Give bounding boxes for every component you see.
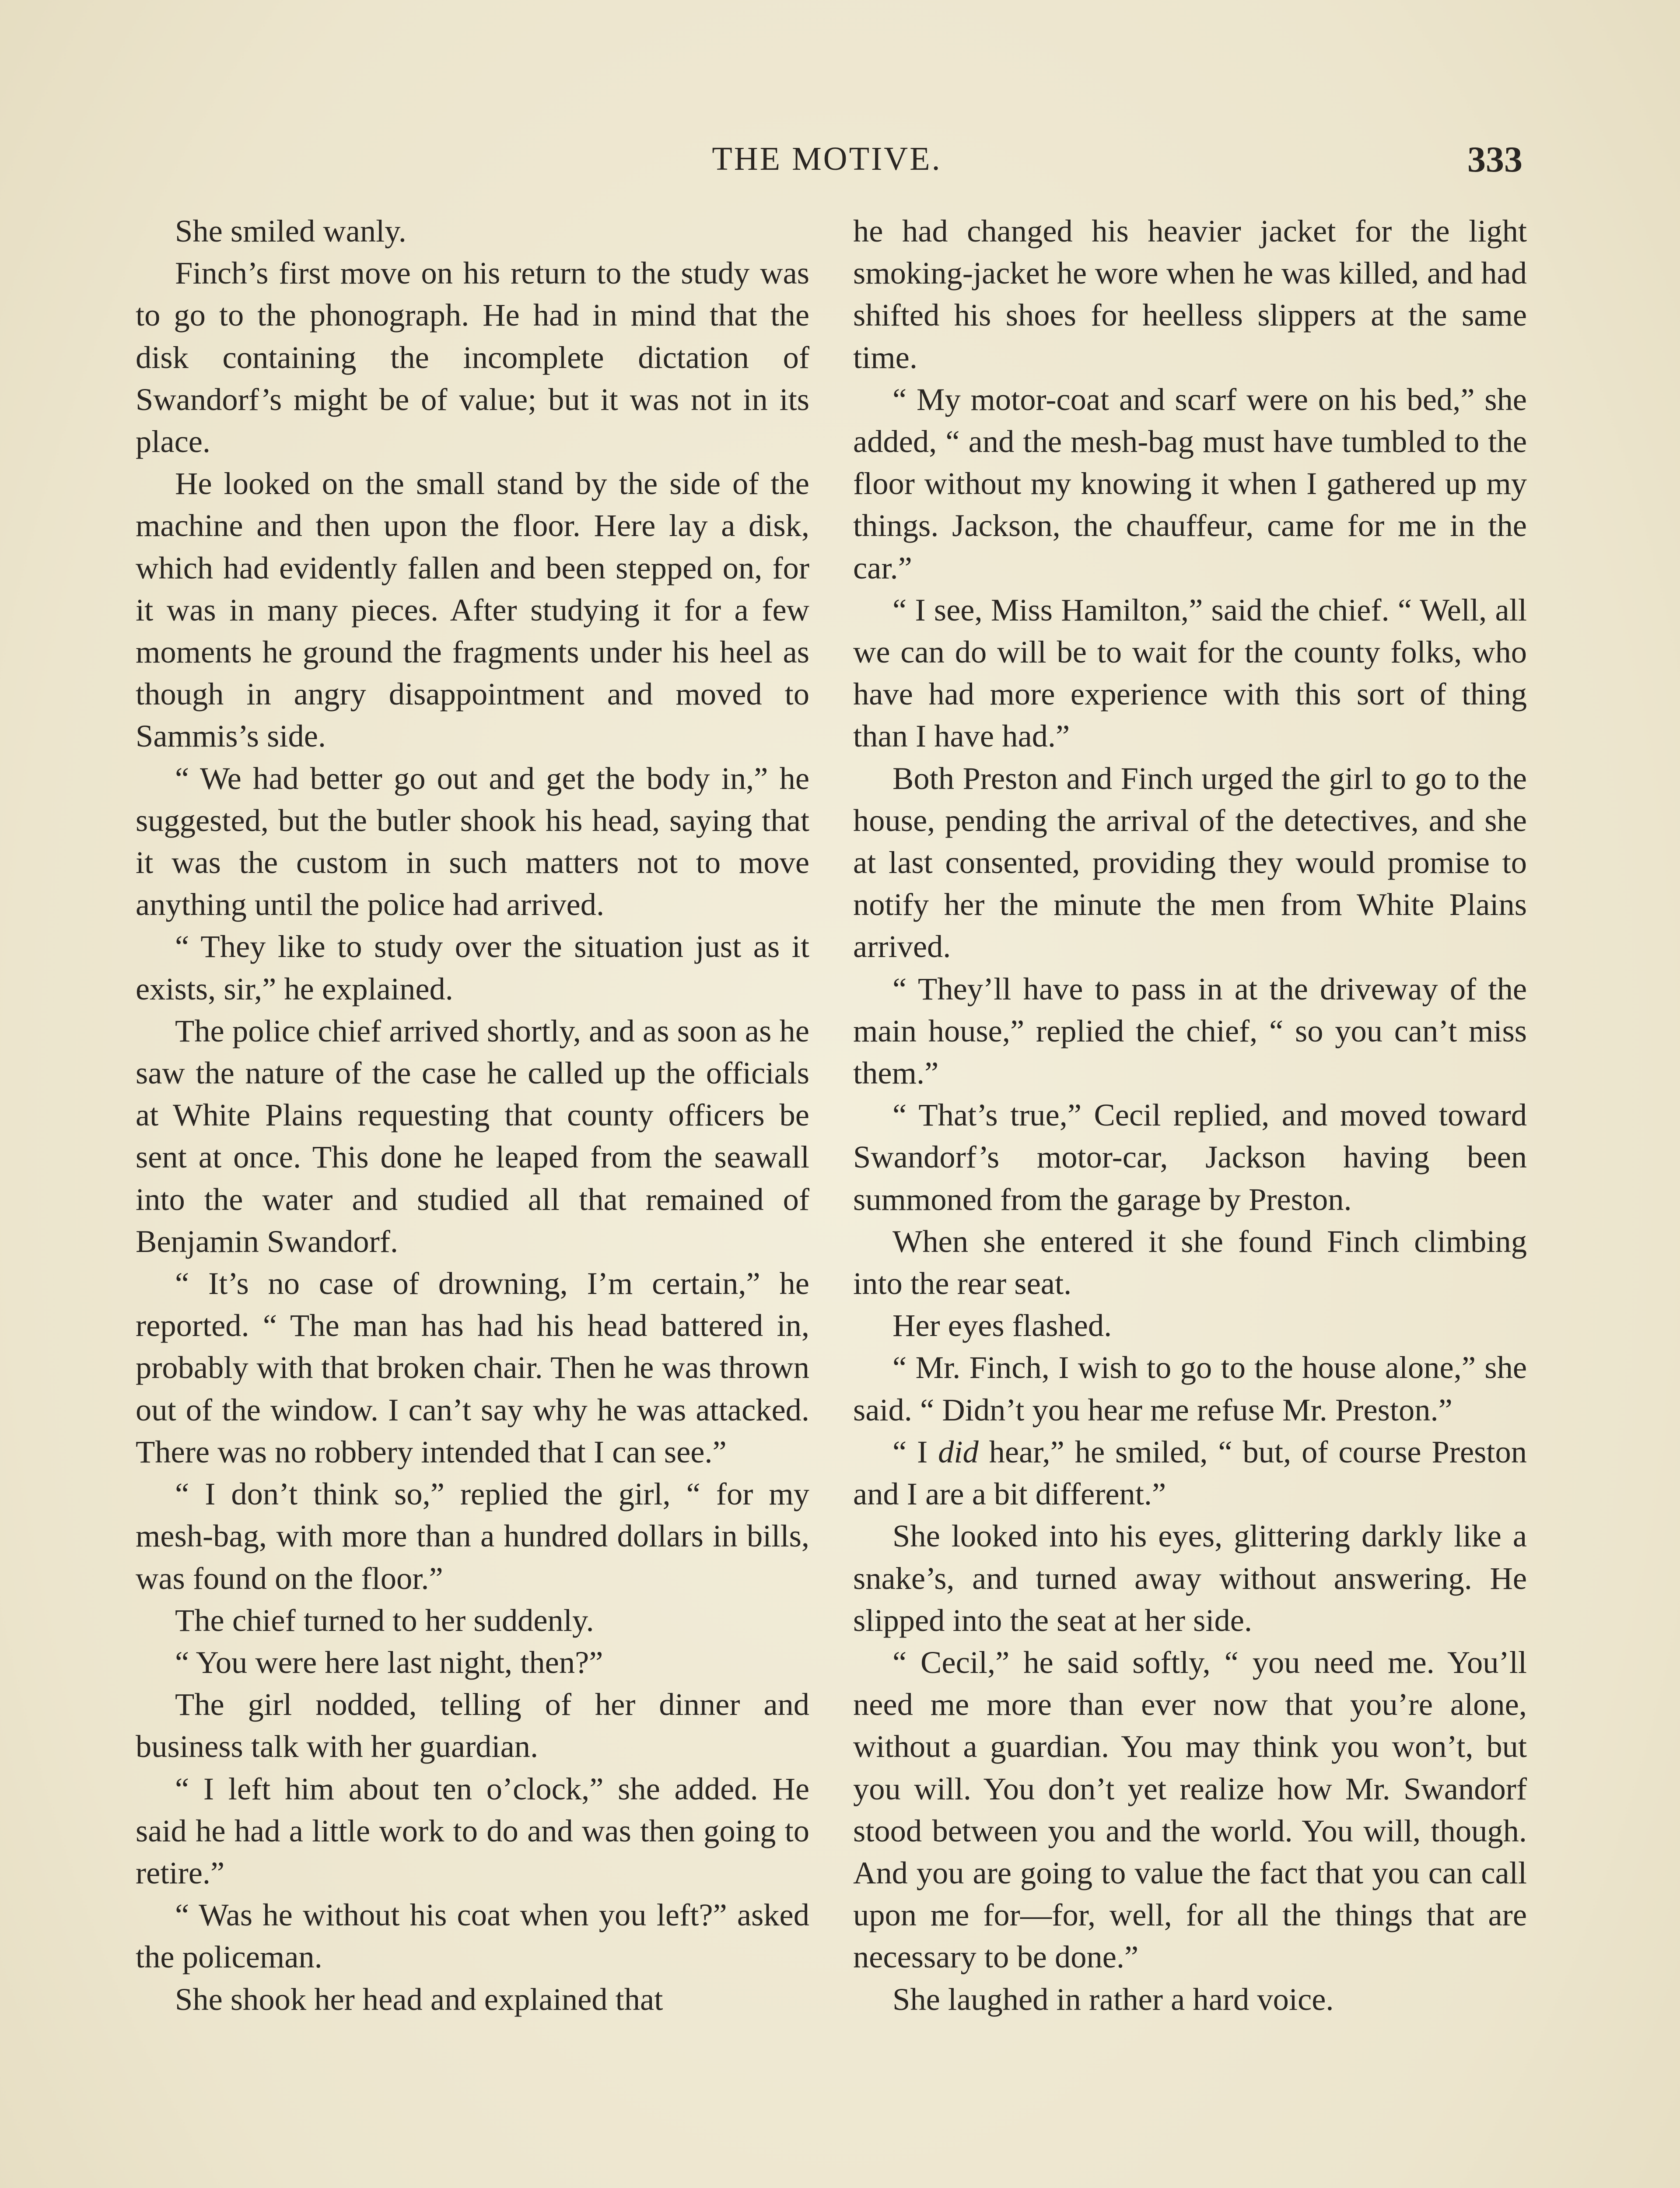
paragraph: “ Cecil,” he said softly, “ you need me. You’ll need me more than ever now that you’re alone, without a guardian. You may think you won’t, but you will. You don’t yet realize how Mr. Swandorf stood between you and the world. You will, though. And you are going to value the fact that you can call upon me for—for, well, for all the things that are necessary to be done.” <box>853 1644 1527 1975</box>
page-header <box>131 136 1522 188</box>
paragraph: Finch’s first move on his return to the study was to go to the phonograph. He had in mind that the disk containing the incomplete dictation of Swandorf’s might be of value; but it was not in its place. <box>136 255 809 459</box>
right-column <box>853 210 1527 2020</box>
paragraph: “ They like to study over the situation just as it exists, sir,” he explained. <box>136 929 809 1006</box>
paragraph: He looked on the small stand by the side of the machine and then upon the floor. Here lay a disk, which had evidently fallen and been stepped on, for it was in many pieces. After studying it for a few moments he ground the fragments under his heel as though in angry disappointment and moved to Sammis’s side. <box>136 466 809 754</box>
paragraph: The police chief arrived shortly, and as soon as he saw the nature of the case he called up the officials at White Plains requesting that county officers be sent at once. This done he leaped from the seawall into the water and studied all that remained of Benjamin Swandorf. <box>136 1013 809 1259</box>
paragraph: “ That’s true,” Cecil replied, and moved toward Swandorf’s motor-car, Jackson having been summoned from the garage by Preston. <box>853 1097 1527 1217</box>
paragraph: “ My motor-coat and scarf were on his bed,” she added, “ and the mesh-bag must have tumbled to the floor without my knowing it when I gathered up my things. Jackson, the chauffeur, came for me in the car.” <box>853 381 1527 586</box>
quote-rest: hear,” he smiled, “ but, of course Preston and I are a bit different.” <box>853 1434 1527 1512</box>
paragraph: She laughed in rather a hard voice. <box>892 1981 1334 2017</box>
paragraph: She looked into his eyes, glittering darkly like a snake’s, and turned away without answering. He slipped into the seat at her side. <box>853 1518 1527 1638</box>
paragraph: “ It’s no case of drowning, I’m certain,” he reported. “ The man has had his head battered in, probably with that broken chair. Then he was thrown out of the window. I can’t say why he was attacked. There was no robbery intended that I can see.” <box>136 1266 809 1469</box>
paragraph: “ We had better go out and get the body in,” he suggested, but the butler shook his head, saying that it was the custom in such matters not to move anything until the police had arrived. <box>136 760 809 922</box>
paragraph-continued: he had changed his heavier jacket for the light smoking-jacket he wore when he was killed, and had shifted his shoes for heelless slippers at the same time. <box>853 213 1527 375</box>
quote-open: “ I <box>892 1434 938 1469</box>
page-number: 333 <box>1467 139 1522 180</box>
left-column <box>136 210 809 2020</box>
paragraph: Both Preston and Finch urged the girl to go to the house, pending the arrival of the detectives, and she at last consented, providing they would promise to notify her the minute the men from White Plains arrived. <box>853 760 1527 964</box>
paragraph: “ Mr. Finch, I wish to go to the house alone,” she said. “ Didn’t you hear me refuse Mr. Preston.” <box>853 1350 1527 1427</box>
paragraph: The girl nodded, telling of her dinner and business talk with her guardian. <box>136 1687 809 1764</box>
paragraph: “ They’ll have to pass in at the driveway of the main house,” replied the chief, “ so you can’t miss them.” <box>853 971 1527 1091</box>
paragraph: She smiled wanly. <box>175 213 406 249</box>
paragraph: She shook her head and explained that <box>175 1981 663 2017</box>
paragraph: “ Was he without his coat when you left?” asked the policeman. <box>136 1897 809 1975</box>
paragraph: “ You were here last night, then?” <box>175 1644 603 1680</box>
paragraph: “ I left him about ten o’clock,” she added. He said he had a little work to do and was then going to retire.” <box>136 1771 809 1890</box>
running-title: THE MOTIVE. <box>712 140 942 177</box>
paragraph: “ I don’t think so,” replied the girl, “ for my mesh-bag, with more than a hundred dollars in bills, was found on the floor.” <box>136 1476 809 1596</box>
paragraph: The chief turned to her suddenly. <box>175 1602 594 1638</box>
paragraph: “ I see, Miss Hamilton,” said the chief. “ Well, all we can do will be to wait for the county folks, who have had more experience with this sort of thing than I have had.” <box>853 592 1527 754</box>
emphasized-word: did <box>938 1434 979 1469</box>
paragraph: Her eyes flashed. <box>892 1308 1112 1343</box>
paragraph <box>853 1431 1527 1515</box>
paragraph: When she entered it she found Finch climbing into the rear seat. <box>853 1223 1527 1301</box>
